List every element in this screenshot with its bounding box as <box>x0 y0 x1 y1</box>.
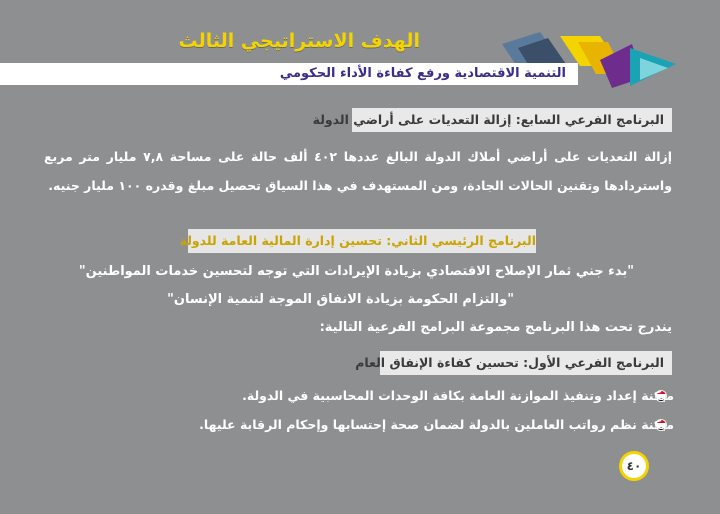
sub-program-7-paragraph: إزالة التعديات على أراضي أملاك الدولة البالغ عددها ٤٠٢ ألف حالة على مساحة ٧,٨ مليار متر مربع واستردادها وتقنين الحالات الجادة، ومن المستهدف في هذا السياق تحصيل مبلغ وقدره ١٠٠ مليار جنيه. <box>44 149 672 193</box>
sub-programs-intro: يندرج تحت هذا البرنامج مجموعة البرامج الفرعية التالية: <box>319 320 672 335</box>
quote-1: "بدء جني ثمار الإصلاح الاقتصادي بزيادة الإيرادات التي توجه لتحسين خدمات المواطنين" <box>78 264 634 279</box>
page-number: ٤٠ <box>619 451 649 481</box>
bullet-item: ميكنة إعداد وتنفيذ الموازنة العامة بكافة الوحدات المحاسبية في الدولة. <box>242 388 674 403</box>
sub-program-7-heading: البرنامج الفرعي السابع: إزالة التعديات على أراضي الدولة <box>352 108 672 132</box>
bullet-item: ميكنة نظم رواتب العاملين بالدولة لضمان صحة إحتسابها وإحكام الرقابة عليها. <box>199 417 674 432</box>
goal-subtitle: التنمية الاقتصادية ورفع كفاءة الأداء الحكومي <box>279 66 566 81</box>
goal-title: الهدف الاستراتيجي الثالث <box>178 30 420 52</box>
quote-2: "والتزام الحكومة بزيادة الانفاق الموجة لتنمية الإنسان" <box>167 292 514 307</box>
main-program-2-heading: البرنامج الرئيسي الثاني: تحسين إدارة المالية العامة للدولة <box>188 229 536 253</box>
goal-subtitle-band <box>0 63 578 85</box>
sub-program-1-heading: البرنامج الفرعي الأول: تحسين كفاءة الإنفاق العام <box>380 351 672 375</box>
